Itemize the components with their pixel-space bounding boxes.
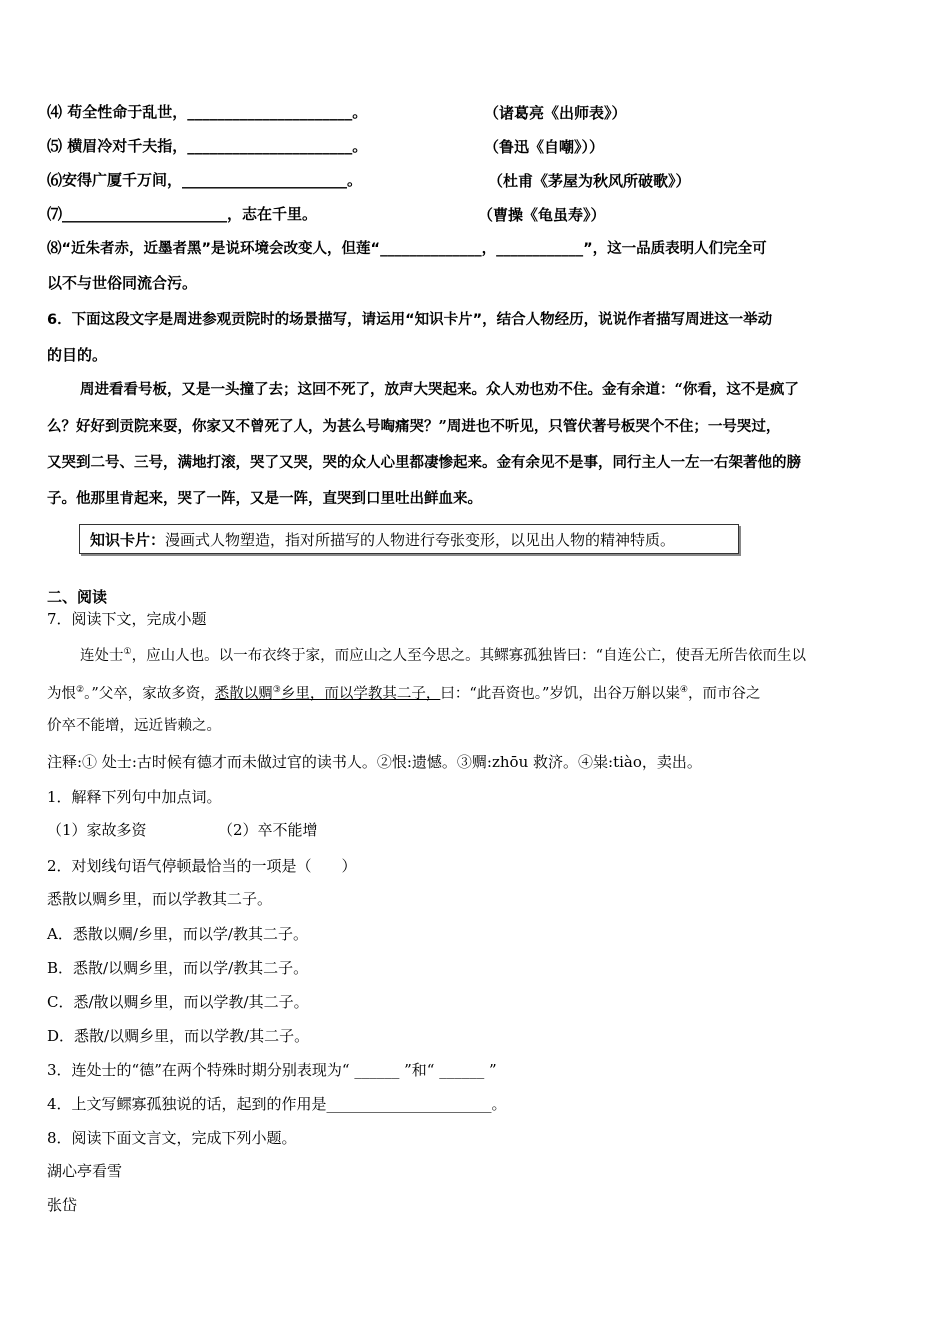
q7-sub2: 2．对划线句语气停顿最恰当的一项是（ ） <box>47 857 357 875</box>
fill-item-6: ⑹安得广厦千万间，______________________。 <box>47 171 363 189</box>
q7-sub1-a: （1）家故多资 <box>47 821 147 839</box>
q7-passage-line: 价卒不能增，远近皆赖之。 <box>47 718 221 734</box>
section-heading: 二、阅读 <box>47 588 108 606</box>
knowledge-card-text: 漫画式人物塑造，指对所描写的人物进行夸张变形，以见出人物的精神特质。 <box>165 531 676 549</box>
q7-title: 7．阅读下文，完成小题 <box>47 610 207 628</box>
q6-prompt-cont: 的目的。 <box>47 346 108 364</box>
option-a: A．悉散以赒/乡里，而以学/教其二子。 <box>47 925 308 943</box>
q6-prompt: 6．下面这段文字是周进参观贡院时的场景描写，请运用“知识卡片”，结合人物经历，说说作者描写周进这一举动 <box>47 312 773 328</box>
option-d: D．悉散/以赒乡里，而以学教/其二子。 <box>47 1027 310 1045</box>
fill-item-4: ⑷ 苟全性命于乱世，______________________。 <box>47 103 368 121</box>
q6-passage-line: 么？好好到贡院来耍，你家又不曾死了人，为甚么号啕痛哭？”周进也不听见，只管伏著号板哭个不住；一号哭过， <box>47 418 781 435</box>
poem-title: 湖心亭看雪 <box>47 1162 123 1180</box>
option-b: B．悉散/以赒乡里，而以学/教其二子。 <box>47 959 309 977</box>
q7-sub4: 4．上文写鳏寡孤独说的话，起到的作用是______________________。 <box>47 1095 507 1113</box>
fill-item-8-cont: 以不与世俗同流合污。 <box>47 274 198 292</box>
q7-passage-line: 连处士①，应山人也。以一布衣终于家，而应山之人至今思之。其鳏寡孤独皆曰：“自连公亡，使吾无所告依而生以 <box>80 647 806 664</box>
q7-passage-line: 为恨②。”父卒，家故多资，悉散以赒③乡里，而以学教其二子，曰：“此吾资也。”岁饥，出谷万斛以粜④，而市谷之 <box>47 685 761 702</box>
q6-passage-line: 子。他那里肯起来，哭了一阵，又是一阵，直哭到口里吐出鲜血来。 <box>47 490 482 507</box>
fill-source-7: （曹操《龟虽寿》） <box>478 206 606 224</box>
author: 张岱 <box>47 1196 78 1214</box>
option-c: C．悉/散以赒乡里，而以学教/其二子。 <box>47 993 309 1011</box>
q8-title: 8．阅读下面文言文，完成下列小题。 <box>47 1129 297 1147</box>
fill-source-5: （鲁迅《自嘲》）） <box>484 138 605 156</box>
fill-item-5: ⑸ 横眉冷对千夫指，______________________。 <box>47 137 368 155</box>
knowledge-card-label: 知识卡片： <box>90 531 166 549</box>
fill-item-8: ⑻“近朱者赤，近墨者黑”是说环境会改变人，但莲“______________，____________”，这一品质表明人们完全可 <box>47 241 767 257</box>
fill-source-6: （杜甫《茅屋为秋风所破歌》） <box>488 172 691 190</box>
q7-sub3: 3．连处士的“德”在两个特殊时期分别表现为“ ______ ”和“ ______ ” <box>47 1061 497 1079</box>
q6-passage-line: 周进看看号板，又是一头撞了去；这回不死了，放声大哭起来。众人劝也劝不住。金有余道：“你看，这不是疯了 <box>80 381 799 398</box>
knowledge-card <box>79 524 739 554</box>
fill-item-7: ⑺______________________，志在千里。 <box>47 205 318 223</box>
q6-passage-line: 又哭到二号、三号，满地打滚，哭了又哭，哭的众人心里都凄惨起来。金有余见不是事，同行主人一左一右架著他的膀 <box>47 454 801 471</box>
q7-sub1-b: （2）卒不能增 <box>218 821 318 839</box>
fill-source-4: （诸葛亮《出师表》） <box>484 104 627 122</box>
q7-notes: 注释:① 处士:古时候有德才而未做过官的读书人。②恨:遗憾。③赒:zhōu 救济。④粜:tiào，卖出。 <box>47 753 702 771</box>
underlined-sentence: 悉散以赒③乡里，而以学教其二子， <box>214 685 441 702</box>
q7-sub2-sentence: 悉散以赒乡里，而以学教其二子。 <box>47 890 273 908</box>
q7-sub1: 1．解释下列句中加点词。 <box>47 788 222 806</box>
